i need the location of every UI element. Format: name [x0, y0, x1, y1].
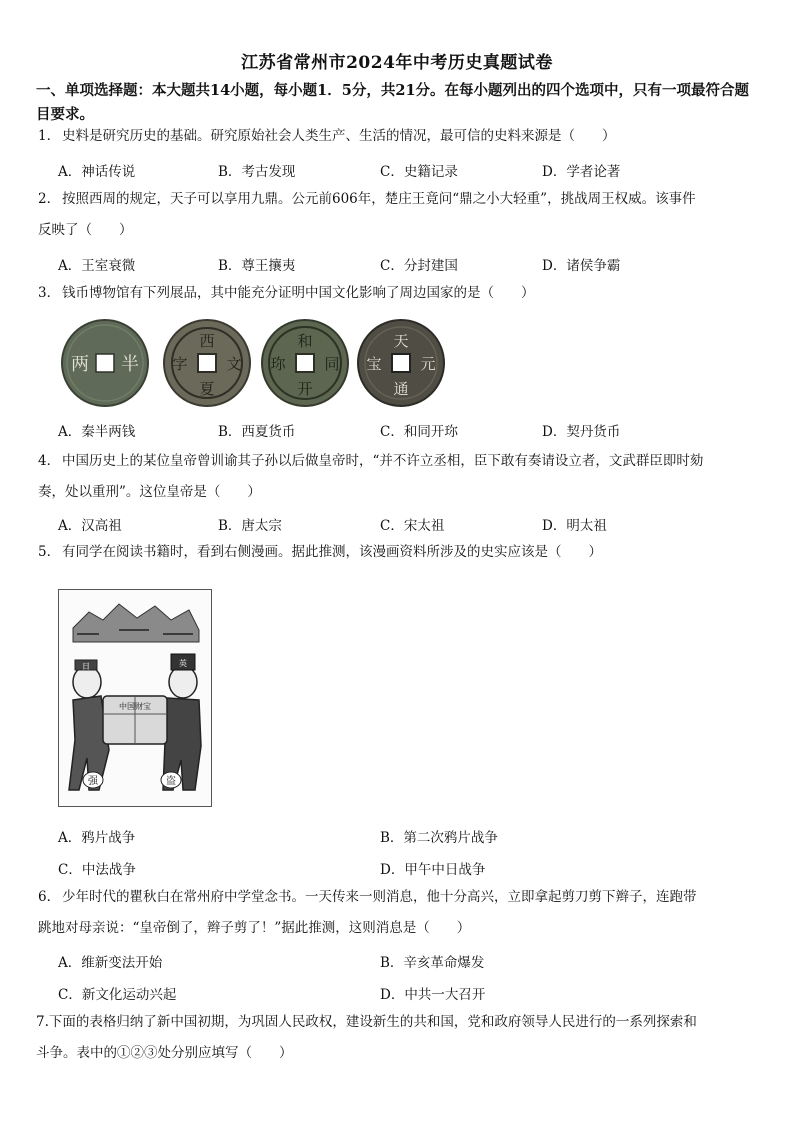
option-a[interactable]: A．王室衰微 — [58, 258, 136, 274]
question-1 — [38, 121, 760, 152]
cartoon-drawing — [59, 590, 211, 806]
option-c[interactable]: C．分封建国 — [380, 258, 458, 274]
coin-images — [60, 318, 460, 410]
option-d[interactable]: D．明太祖 — [542, 518, 607, 534]
exam-title: 江苏省常州市2024年中考历史真题试卷 — [241, 53, 553, 73]
option-d[interactable]: D．甲午中日战争 — [380, 862, 486, 878]
coin-glyph: 半 — [121, 354, 139, 375]
option-c[interactable]: C．史籍记录 — [380, 164, 458, 180]
question-text-line1: 下面的表格归纳了新中国初期，为巩固人民政权，建设新生的共和国，党和政府领导人民进行的一系列探索和 — [48, 1014, 697, 1030]
right-hat-label: 英 — [179, 659, 187, 668]
question-3 — [38, 278, 760, 309]
option-d[interactable]: D．契丹货币 — [542, 424, 621, 440]
question-text-line1: 按照西周的规定，天子可以享用九鼎。公元前606年，楚庄王竟问“鼎之小大轻重”，挑战周王权威。该事件 — [62, 191, 696, 207]
option-b[interactable]: B．考古发现 — [218, 164, 296, 180]
option-b[interactable]: B．第二次鸦片战争 — [380, 830, 498, 846]
question-6 — [38, 882, 760, 944]
option-c[interactable]: C．新文化运动兴起 — [58, 987, 177, 1003]
question-number: 1． — [38, 128, 61, 144]
option-a[interactable]: A．维新变法开始 — [58, 955, 163, 971]
coin-square-hole — [392, 354, 410, 372]
coin-image-qin — [60, 318, 150, 408]
left-hat-label: 日 — [82, 662, 90, 671]
question-text: 史料是研究历史的基础。研究原始社会人类生产、生活的情况，最可信的史料来源是（ ） — [62, 128, 616, 144]
question-text-line1: 少年时代的瞿秋白在常州府中学堂念书。一天传来一则消息，他十分高兴，立即拿起剪刀剪下辫子，连跑带 — [62, 889, 697, 905]
coin-glyph: 同 — [324, 355, 340, 373]
coin-glyph: 宝 — [366, 355, 382, 373]
coin-square-hole — [96, 354, 114, 372]
question-5 — [38, 537, 760, 568]
coin-glyph: 元 — [420, 355, 436, 373]
right-ground-label: 盗 — [166, 776, 176, 787]
coin-image-khitan — [356, 318, 446, 408]
coin-square-hole — [198, 354, 216, 372]
question-7 — [36, 1007, 758, 1069]
cartoon-image — [58, 589, 212, 807]
coin-glyph: 字 — [172, 355, 188, 373]
question-2 — [38, 184, 760, 246]
coin-image-xixia — [162, 318, 252, 408]
question-text: 钱币博物馆有下列展品，其中能充分证明中国文化影响了周边国家的是（ ） — [62, 285, 535, 301]
option-d[interactable]: D．中共一大召开 — [380, 987, 486, 1003]
question-number: 4． — [38, 453, 61, 469]
coin-glyph: 两 — [71, 354, 89, 375]
option-a[interactable]: A．秦半两钱 — [58, 424, 136, 440]
option-c[interactable]: C．和同开珎 — [380, 424, 458, 440]
left-ground-label: 强 — [88, 776, 98, 787]
question-2-options — [58, 254, 758, 278]
question-text: 有同学在阅读书籍时，看到右侧漫画。据此推测，该漫画资料所涉及的史实应该是（ ） — [62, 544, 602, 560]
section-heading: 一、单项选择题：本大题共14小题，每小题1．5分，共21分。在每小题列出的四个选项中，只有一项最符合题目要求。 — [36, 82, 750, 123]
option-c[interactable]: C．中法战争 — [58, 862, 136, 878]
coin-image-wado — [260, 318, 350, 408]
coin-glyph: 文 — [226, 355, 242, 373]
question-text-line1: 中国历史上的某位皇帝曾训谕其子孙以后做皇帝时，“并不许立丞相，臣下敢有奏请设立者，文武群臣即时劾 — [62, 453, 704, 469]
option-d[interactable]: D．学者论著 — [542, 164, 621, 180]
option-d[interactable]: D．诸侯争霸 — [542, 258, 621, 274]
question-6-options-row1 — [58, 951, 758, 975]
coin-glyph: 天 — [393, 332, 409, 350]
option-a[interactable]: A．鸦片战争 — [58, 830, 136, 846]
option-b[interactable]: B．西夏货币 — [218, 424, 296, 440]
question-number: 2． — [38, 191, 61, 207]
question-text-line2: 奏，处以重刑”。这位皇帝是（ ） — [38, 484, 261, 500]
chest-label: 中国财宝 — [119, 702, 151, 711]
question-text-line2: 跳地对母亲说：“皇帝倒了，辫子剪了！”据此推测，这则消息是（ ） — [38, 920, 471, 936]
option-b[interactable]: B．辛亥革命爆发 — [380, 955, 485, 971]
coin-glyph: 开 — [297, 380, 313, 398]
question-5-options-row1 — [58, 826, 758, 850]
question-number: 7. — [36, 1014, 49, 1030]
right-figure-head — [169, 666, 197, 698]
option-a[interactable]: A．神话传说 — [58, 164, 136, 180]
option-c[interactable]: C．宋太祖 — [380, 518, 445, 534]
question-5-options-row2 — [58, 858, 758, 882]
coin-glyph: 西 — [199, 332, 215, 350]
question-3-options — [58, 420, 758, 444]
option-b[interactable]: B．唐太宗 — [218, 518, 282, 534]
question-1-options — [58, 160, 758, 184]
coin-glyph: 通 — [393, 380, 409, 398]
question-number: 3． — [38, 285, 61, 301]
coin-glyph: 和 — [297, 332, 313, 350]
question-number: 5． — [38, 544, 61, 560]
question-6-options-row2 — [58, 983, 758, 1007]
question-text-line2: 反映了（ ） — [38, 222, 133, 238]
option-b[interactable]: B．尊王攘夷 — [218, 258, 296, 274]
question-4 — [38, 446, 760, 508]
question-text-line2: 斗争。表中的①②③处分别应填写（ ） — [36, 1045, 293, 1061]
coin-square-hole — [296, 354, 314, 372]
question-number: 6． — [38, 889, 61, 905]
coin-glyph: 夏 — [199, 380, 215, 398]
option-a[interactable]: A．汉高祖 — [58, 518, 122, 534]
question-4-options — [58, 514, 758, 538]
coin-glyph: 珎 — [270, 355, 286, 373]
